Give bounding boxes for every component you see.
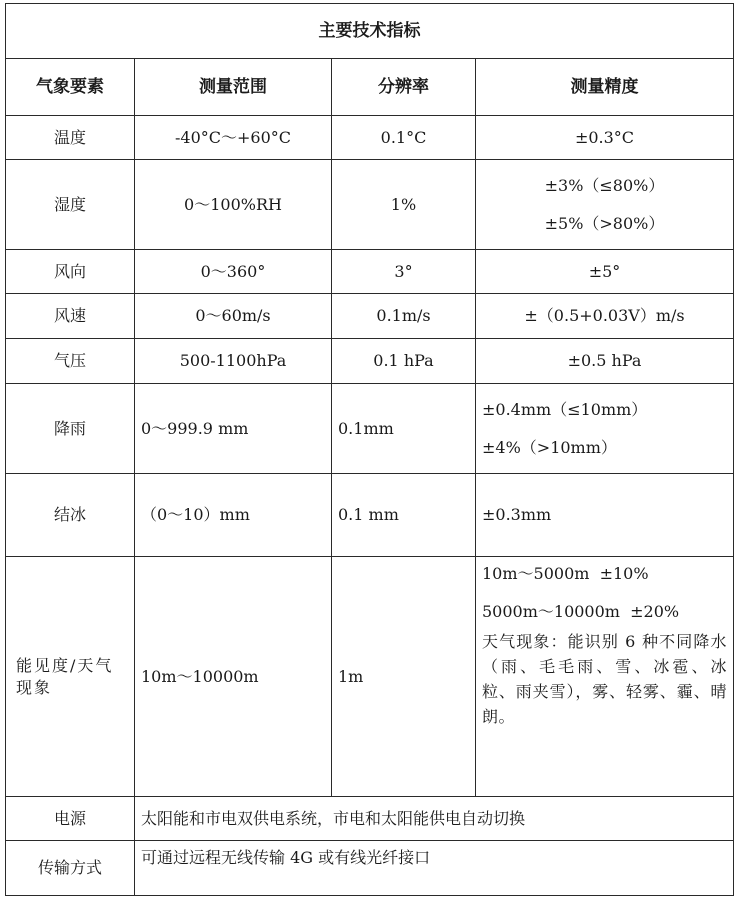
table-row [6,250,734,294]
accuracy-line: ±4%（>10mm） [482,437,617,457]
resolution-cell: 0.1m/s [332,294,476,339]
accuracy-cell [476,160,734,250]
header-accuracy: 测量精度 [476,59,734,116]
range-cell: 500-1100hPa [135,339,332,384]
header-resolution: 分辨率 [332,59,476,116]
resolution-cell: 0.1mm [332,384,476,474]
table-row [6,474,734,557]
power-value: 太阳能和市电双供电系统，市电和太阳能供电自动切换 [135,797,734,841]
resolution-cell: 0.1 hPa [332,339,476,384]
element-cell: 湿度 [6,160,135,250]
resolution-cell: 0.1°C [332,116,476,160]
header-element: 气象要素 [6,59,135,116]
accuracy-cell: ±0.3mm [476,474,734,557]
accuracy-cell: ±0.3°C [476,116,734,160]
table-row [6,160,734,250]
accuracy-cell [476,384,734,474]
resolution-cell: 0.1 mm [332,474,476,557]
range-cell: 0～60m/s [135,294,332,339]
transmission-value: 可通过远程无线传输 4G 或有线光纤接口 [135,841,734,896]
element-cell: 能见度/天气现象 [6,557,135,797]
range-cell: （0～10）mm [135,474,332,557]
accuracy-cell: ±5° [476,250,734,294]
element-cell: 风速 [6,294,135,339]
power-label: 电源 [6,797,135,841]
range-cell: 0～999.9 mm [135,384,332,474]
accuracy-line: ±3%（≤80%） [544,175,665,195]
accuracy-cell: ±0.5 hPa [476,339,734,384]
table-title: 主要技术指标 [6,4,734,59]
header-range: 测量范围 [135,59,332,116]
transmission-label: 传输方式 [6,841,135,896]
transmission-row [6,841,734,896]
spec-table [5,3,734,896]
range-cell: 0～360° [135,250,332,294]
accuracy-line: 5000m～10000m ±20% [482,601,680,621]
table-row [6,339,734,384]
table-row [6,384,734,474]
element-cell: 结冰 [6,474,135,557]
element-cell: 风向 [6,250,135,294]
table-row [6,116,734,160]
table-row [6,294,734,339]
accuracy-cell: ±（0.5+0.03V）m/s [476,294,734,339]
element-cell: 温度 [6,116,135,160]
table-row [6,557,734,797]
accuracy-line: 10m～5000m ±10% [482,564,649,583]
element-cell: 降雨 [6,384,135,474]
resolution-cell: 1% [332,160,476,250]
power-row [6,797,734,841]
accuracy-line: ±0.4mm（≤10mm） [482,399,648,419]
header-row [6,59,734,116]
element-cell: 气压 [6,339,135,384]
weather-phenomena-text: 天气现象：能识别 6 种不同降水（雨、毛毛雨、雪、冰雹、冰粒、雨夹雪），雾、轻雾、霾、晴朗。 [482,632,727,726]
accuracy-line: ±5%（>80%） [544,213,665,233]
range-cell: 0～100%RH [135,160,332,250]
resolution-cell: 3° [332,250,476,294]
range-cell: 10m～10000m [135,557,332,797]
title-row [6,4,734,59]
resolution-cell: 1m [332,557,476,797]
range-cell: -40°C～+60°C [135,116,332,160]
accuracy-cell [476,557,734,797]
